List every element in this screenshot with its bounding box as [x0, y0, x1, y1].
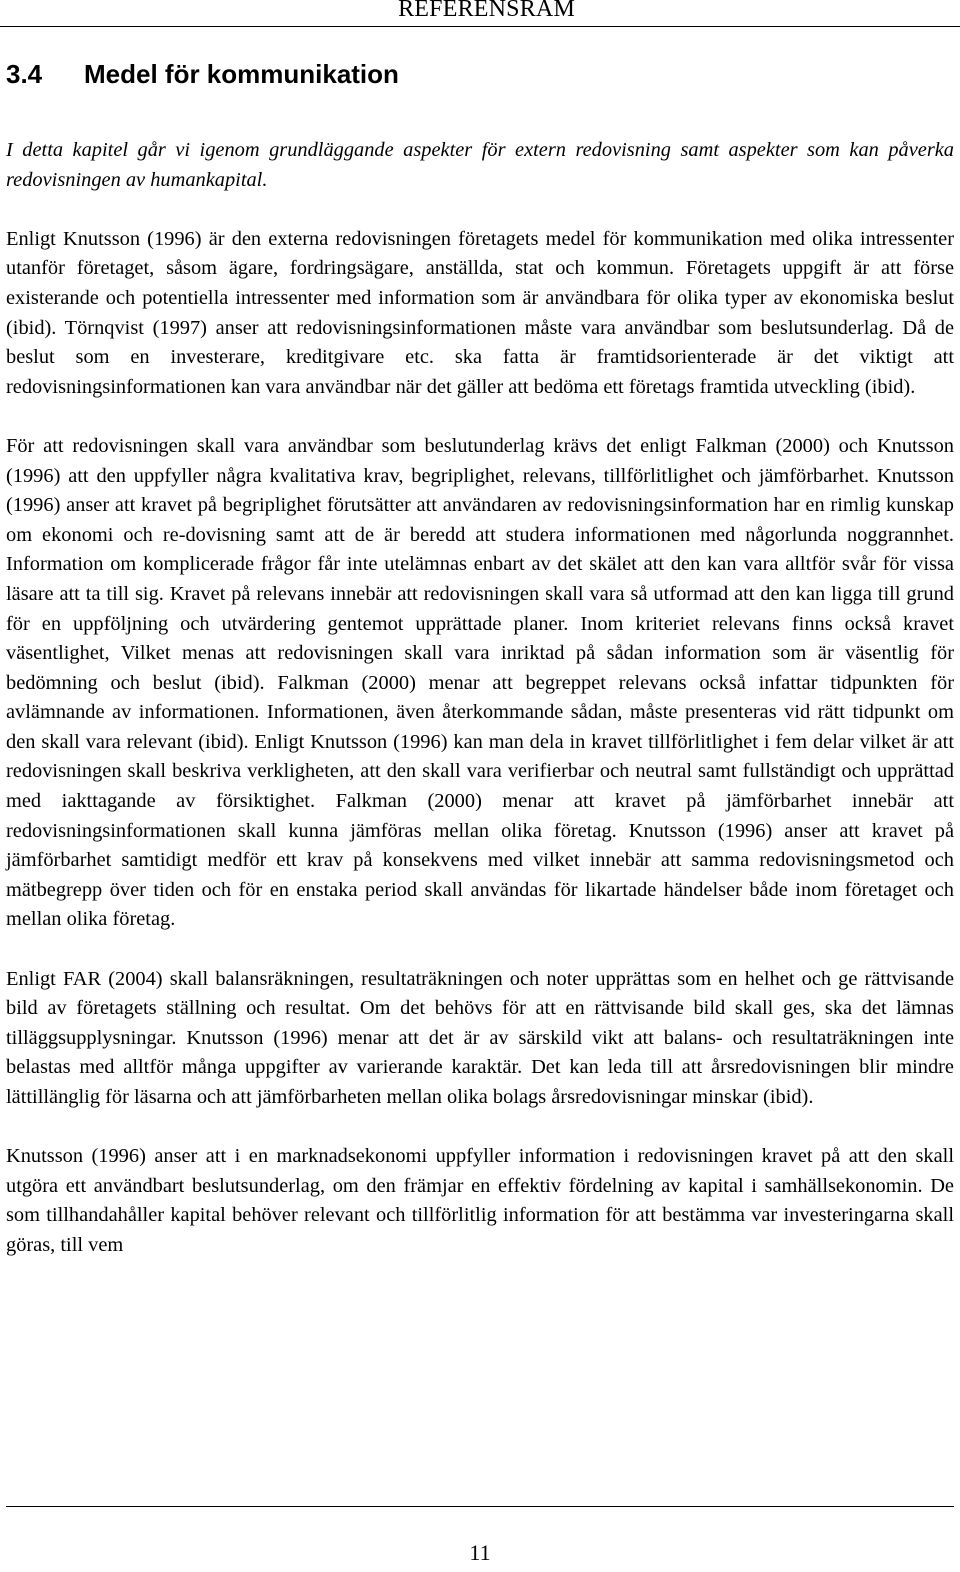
running-header: REFERENSRAM	[398, 0, 575, 22]
header-rule	[0, 26, 960, 27]
section-heading	[6, 58, 399, 90]
paragraph: Enligt FAR (2004) skall balansräkningen, resultaträkningen och noter upprättas som en helhet och ge rättvisande bild av företagets ställning och resultat. Om det behövs för att en rättvisande bild skall ges, ska det lämnas tilläggsupplysningar. Knutsson (1996) menar att det är av särskild vikt att balans- och resultaträkningen inte belastas med alltför många uppgifter av varierande karaktär. Det kan leda till att årsredovisningen blir mindre lättillänglig för läsarna och att jämförbarheten mellan olika bolags årsredovisningar minskar (ibid).	[6, 967, 954, 1108]
section-title: Medel för kommunikation	[84, 59, 399, 89]
paragraph: För att redovisningen skall vara användbar som beslutunderlag krävs det enligt Falkman (2000) och Knutsson (1996) att den uppfyller några kvalitativa krav, begriplighet, relevans, tillförlitlighet och jämförbarhet. Knutsson (1996) anser att kravet på begriplighet förutsätter att användaren av redovisningsinformation har en rimlig kunskap om ekonomi och re-dovisning samt att de är beredd att studera informationen med någorlunda noggrannhet. Information om komplicerade frågor får inte utelämnas enbart av det skälet att den kan vara alltför svår för vissa läsare att ta till sig. Kravet på relevans innebär att redovisningen skall vara så utformad att den kan ligga till grund för en uppföljning och utvärdering gentemot upprättade planer. Inom kriteriet relevans finns också kravet väsentlighet, Vilket menas att redovisningen skall vara inriktad på sådan information som är väsentlig för bedömning och beslut (ibid). Falkman (2000) menar att begreppet relevans också infattar tidpunkten för avlämnande av informationen. Informationen, även återkommande sådan, måste presenteras vid rätt tidpunkt om den skall vara relevant (ibid). Enligt Knutsson (1996) kan man dela in kravet tillförlitlighet i fem delar vilket är att redovisningen skall beskriva verkligheten, att den skall vara verifierbar och neutral samt fullständigt och upprättad med iakttagande av försiktighet. Falkman (2000) menar att kravet på jämförbarhet innebär att redovisningsinformationen skall kunna jämföras mellan olika företag. Knutsson (1996) anser att kravet på jämförbarhet samtidigt medför ett krav på konsekvens med vilket innebär att samma redovisningsmetod och mätbegrepp över tiden och för en enstaka period skall användas för likartade händelser både inom företaget och mellan olika företag.	[6, 434, 954, 931]
footer-rule	[6, 1506, 954, 1507]
body-text	[6, 136, 954, 1290]
intro-paragraph: I detta kapitel går vi igenom grundläggande aspekter för extern redovisning samt aspekter som kan påverka redovisningen av humankapital.	[6, 139, 954, 191]
page-number: 11	[469, 1540, 491, 1565]
section-number: 3.4	[6, 59, 43, 89]
paragraph: Enligt Knutsson (1996) är den externa redovisningen företagets medel för kommunikation med olika intressenter utanför företaget, såsom ägare, fordringsägare, anställda, stat och kommun. Företagets uppgift är att förse existerande och potentiella intressenter med information som är användbara för olika typer av ekonomiska beslut (ibid). Törnqvist (1997) anser att redovisningsinformationen måste vara användbar som beslutsunderlag. Då de beslut som en investerare, kreditgivare etc. ska fatta är framtidsorienterade är det viktigt att redovisningsinformationen kan vara användbar när det gäller att bedöma ett företags framtida utveckling (ibid).	[6, 227, 954, 398]
paragraph: Knutsson (1996) anser att i en marknadsekonomi uppfyller information i redovisningen kravet på att den skall utgöra ett användbart beslutsunderlag, om den främjar en effektiv fördelning av kapital i samhällsekonomin. De som tillhandahåller kapital behöver relevant och tillförlitlig information för att bestämma var investeringarna skall göras, till vem	[6, 1145, 954, 1256]
